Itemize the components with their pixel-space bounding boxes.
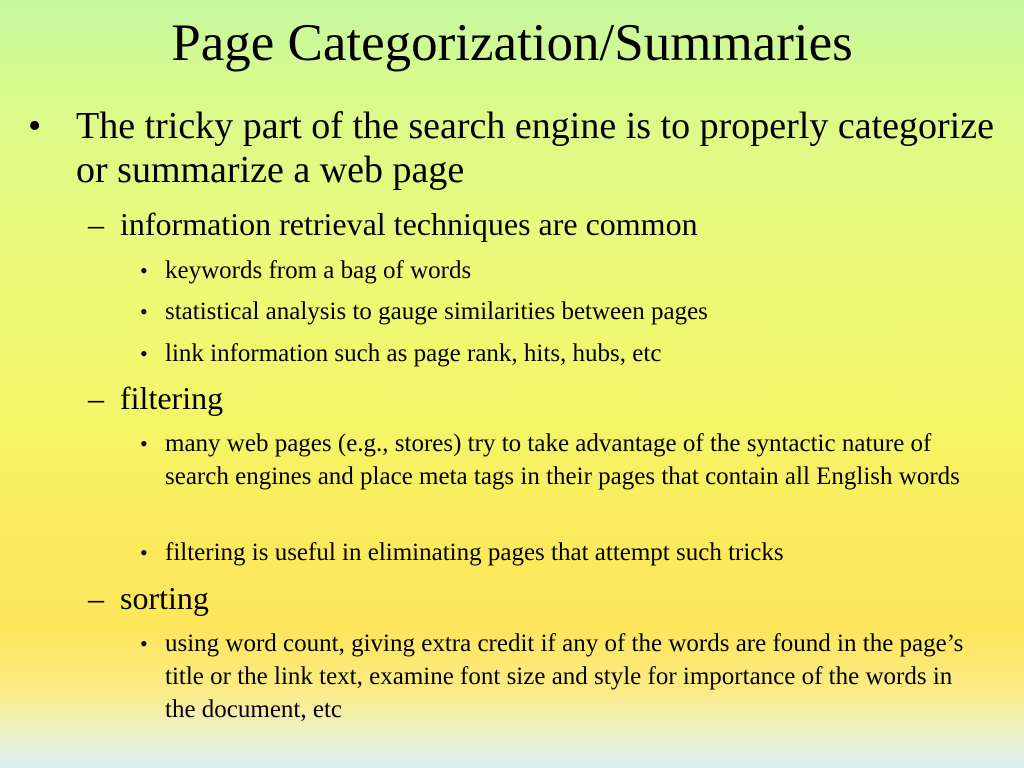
list-item bbox=[140, 627, 980, 726]
bullet-marker: • bbox=[140, 341, 148, 366]
list-item-text: statistical analysis to gauge similarities between pages bbox=[165, 298, 708, 325]
list-item bbox=[140, 337, 980, 370]
list-item bbox=[140, 254, 980, 287]
dash-marker: – bbox=[88, 206, 104, 242]
subpoint-filtering bbox=[88, 380, 988, 416]
subpoint-text: filtering bbox=[120, 380, 224, 416]
subpoint-sorting bbox=[88, 580, 988, 616]
list-item-text: filtering is useful in eliminating pages that attempt such tricks bbox=[165, 539, 784, 566]
bullet-marker: • bbox=[140, 299, 148, 324]
list-item-text: many web pages (e.g., stores) try to take advantage of the syntactic nature of search engines and place meta tags in their pages that contain all English words bbox=[165, 430, 960, 490]
bullet-marker: • bbox=[140, 258, 148, 283]
bullet-marker: • bbox=[140, 540, 148, 565]
main-bullet-text: The tricky part of the search engine is to properly categorize or summarize a web page bbox=[76, 105, 994, 191]
slide-title: Page Categorization/Summaries bbox=[171, 14, 853, 72]
dash-marker: – bbox=[88, 380, 104, 416]
subpoint-text: sorting bbox=[120, 580, 209, 616]
bullet-marker: • bbox=[140, 631, 148, 656]
list-item bbox=[140, 536, 980, 569]
list-item bbox=[140, 295, 980, 328]
list-item-text: keywords from a bag of words bbox=[165, 257, 472, 284]
main-bullet bbox=[28, 104, 1008, 192]
list-item-text: using word count, giving extra credit if any of the words are found in the page’s title or the link text, examine font size and style for importance of the words in the document, etc bbox=[165, 630, 964, 723]
subpoint-information-retrieval bbox=[88, 206, 988, 242]
list-item-text: link information such as page rank, hits, hubs, etc bbox=[165, 340, 662, 367]
dash-marker: – bbox=[88, 580, 104, 616]
bullet-marker: • bbox=[28, 105, 42, 147]
subpoint-text: information retrieval techniques are common bbox=[120, 206, 698, 242]
list-item bbox=[140, 427, 980, 493]
bullet-marker: • bbox=[140, 431, 148, 456]
